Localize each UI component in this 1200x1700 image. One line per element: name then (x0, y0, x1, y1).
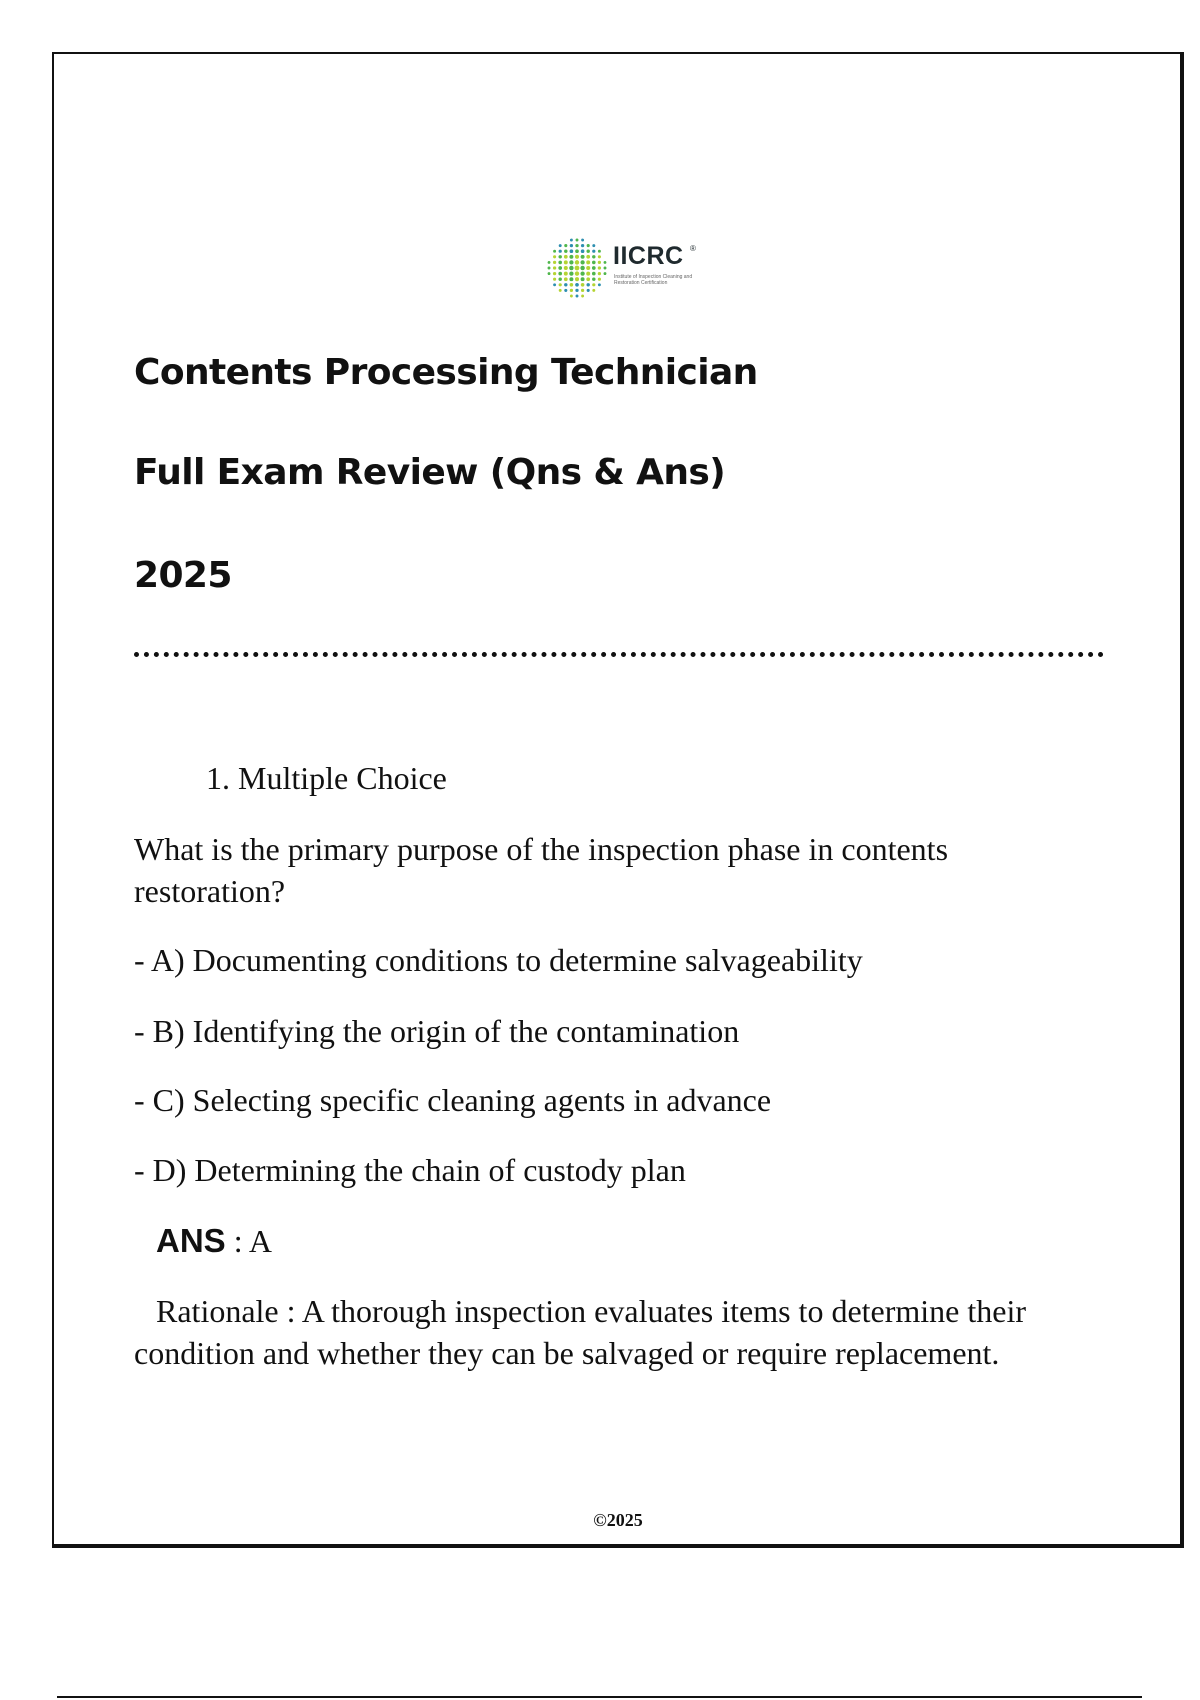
globe-dot (569, 255, 573, 259)
rationale-label: Rationale (156, 1293, 279, 1329)
option-a: - A) Documenting conditions to determine salvageability (134, 942, 863, 978)
globe-dot (570, 249, 574, 253)
globe-dot (564, 272, 568, 276)
globe-dot (575, 277, 579, 281)
globe-dot (586, 283, 589, 286)
globe-dot (592, 266, 596, 270)
globe-dot (598, 250, 601, 253)
globe-dot (581, 239, 584, 242)
globe-dot (553, 272, 556, 275)
globe-dot (581, 249, 585, 253)
logo-brand-text: IICRC (613, 242, 684, 270)
globe-dot (586, 255, 590, 259)
globe-dot (570, 239, 573, 242)
logo-registered-mark: ® (690, 244, 696, 253)
globe-dot (598, 283, 601, 286)
globe-dot (558, 266, 562, 270)
globe-dot (564, 260, 568, 264)
globe-dot (575, 255, 579, 259)
globe-dot (553, 278, 556, 281)
option-c: - C) Selecting specific cleaning agents in advance (134, 1082, 772, 1118)
globe-dot (548, 261, 551, 264)
globe-dot (592, 261, 596, 265)
globe-dot (548, 272, 551, 275)
globe-dot (575, 249, 579, 253)
globe-dot (575, 271, 579, 275)
globe-dot (581, 295, 584, 298)
globe-dot (586, 260, 590, 264)
globe-dot (581, 244, 584, 247)
globe-dot (592, 272, 596, 276)
globe-dot (575, 266, 580, 271)
globe-dot (586, 277, 590, 281)
rationale-text: : A thorough inspection evaluates items to determine their condition and whether they can be salvaged or require replacement. (134, 1293, 1027, 1371)
globe-dot (598, 278, 601, 281)
globe-dot (580, 266, 584, 270)
document-year: 2025 (134, 555, 232, 596)
globe-dot (553, 255, 556, 258)
document-title: Contents Processing Technician (134, 352, 758, 393)
globe-dot (576, 239, 579, 242)
globe-dot (581, 283, 585, 287)
globe-dot (586, 249, 589, 252)
globe-dot (592, 250, 595, 253)
globe-dot (581, 289, 584, 292)
globe-dot (592, 255, 595, 258)
globe-dot (559, 289, 562, 292)
globe-dot (558, 277, 561, 280)
globe-dot (559, 283, 562, 286)
globe-dot (581, 277, 585, 281)
globe-dot (569, 277, 573, 281)
globe-dot (598, 255, 601, 258)
globe-dot (587, 244, 590, 247)
globe-dot (564, 249, 567, 252)
question-heading: 1. Multiple Choice (206, 760, 447, 796)
globe-dot (564, 244, 567, 247)
answer-line (156, 1222, 272, 1260)
globe-dot (570, 244, 573, 247)
globe-dot (575, 289, 578, 292)
globe-dot (564, 266, 568, 270)
globe-dot (586, 266, 590, 270)
globe-dot (564, 255, 568, 259)
document-subtitle: Full Exam Review (Qns & Ans) (134, 452, 726, 493)
option-b: - B) Identifying the origin of the contamination (134, 1013, 740, 1049)
globe-dot (553, 250, 556, 253)
globe-dot (592, 283, 595, 286)
globe-dot (598, 261, 601, 264)
logo-tagline: Institute of Inspection Cleaning and Restoration Certification (614, 274, 693, 286)
globe-dot (564, 277, 568, 281)
globe-dot (570, 289, 573, 292)
globe-dot (558, 261, 562, 265)
globe-dot (576, 295, 579, 298)
globe-dot (604, 272, 607, 275)
globe-dot (604, 261, 607, 264)
globe-icon (545, 236, 609, 300)
bottom-divider (57, 1696, 1142, 1698)
question-text: What is the primary purpose of the inspection phase in contents restoration? (134, 831, 949, 909)
globe-dot (559, 244, 562, 247)
globe-dot (587, 289, 590, 292)
globe-dot (564, 289, 567, 292)
globe-dot (553, 283, 556, 286)
option-d: - D) Determining the chain of custody plan (134, 1152, 686, 1188)
footer-copyright: ©2025 (593, 1510, 643, 1530)
globe-dot (558, 255, 561, 258)
globe-dot (559, 250, 562, 253)
globe-dot (570, 295, 573, 298)
globe-dot (592, 244, 595, 247)
globe-dot (580, 260, 584, 264)
globe-dot (592, 277, 595, 280)
globe-dot (580, 271, 584, 275)
globe-dot (581, 255, 585, 259)
rationale (134, 1290, 1094, 1374)
answer-value: : A (225, 1223, 272, 1259)
globe-dot (586, 272, 590, 276)
globe-dot (598, 266, 601, 269)
globe-dot (548, 267, 551, 270)
globe-dot (553, 261, 556, 264)
globe-dot (569, 266, 573, 270)
globe-dot (575, 244, 578, 247)
globe-dot (592, 289, 595, 292)
globe-dot (575, 283, 579, 287)
globe-dot (598, 272, 601, 275)
answer-label: ANS (156, 1222, 226, 1259)
globe-dot (558, 272, 562, 276)
globe-dot (604, 267, 607, 270)
globe-dot (570, 283, 574, 287)
dotted-divider (134, 652, 1104, 657)
iicrc-logo (545, 236, 715, 300)
globe-dot (569, 271, 573, 275)
globe-dot (569, 260, 573, 264)
globe-dot (575, 260, 579, 264)
globe-dot (553, 266, 556, 269)
globe-dot (564, 283, 567, 286)
